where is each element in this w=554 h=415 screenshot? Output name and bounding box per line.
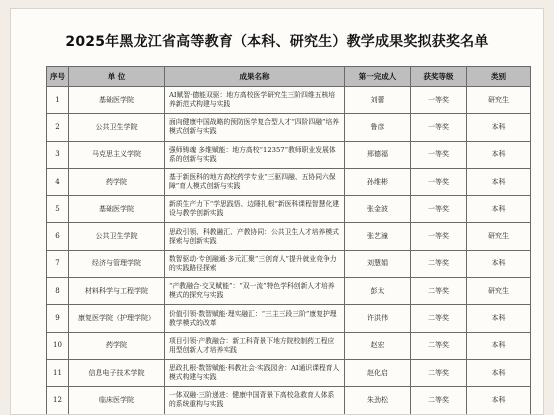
cell-category: 本科	[467, 387, 531, 414]
cell-first-author: 刘慧娟	[345, 250, 411, 277]
cell-category: 研究生	[467, 87, 531, 114]
cell-number: 11	[47, 359, 69, 386]
cell-category: 本科	[467, 250, 531, 277]
table-row	[47, 168, 531, 195]
table-row	[47, 359, 531, 386]
column-header-achievement: 成果名称	[165, 67, 345, 87]
cell-category: 本科	[467, 196, 531, 223]
cell-category: 研究生	[467, 278, 531, 305]
cell-achievement-name: 项目引领·产教融合：新工科背景下地方院校制药工程应用型创新人才培养实践	[165, 332, 345, 359]
table-row	[47, 114, 531, 141]
document-page	[10, 8, 544, 415]
table-row	[47, 278, 531, 305]
cell-first-author: 鲁彦	[345, 114, 411, 141]
cell-achievement-name: 基于新医科的地方高校药学专业“三驱四融、五协同六保障”育人模式创新与实践	[165, 168, 345, 195]
cell-first-author: 张艺潼	[345, 223, 411, 250]
cell-achievement-name: AI赋智·德能双驱：地方高校医学研究生三阶四维五核培养新范式构建与实践	[165, 87, 345, 114]
cell-first-author: 赵宏	[345, 332, 411, 359]
cell-achievement-name: 价值引领·数智赋能·理实融汇：“三主三段三阶”康复护理教学模式的改革	[165, 305, 345, 332]
table-header-row	[47, 67, 531, 87]
table-row	[47, 87, 531, 114]
column-header-number: 序号	[47, 67, 69, 87]
cell-unit: 经济与管理学院	[69, 250, 165, 277]
cell-award-level: 二等奖	[411, 359, 467, 386]
cell-unit: 材料科学与工程学院	[69, 278, 165, 305]
cell-achievement-name: “产教融合·交叉赋能”：“双一流”特色学科创新人才培养模式的探究与实践	[165, 278, 345, 305]
cell-achievement-name: 一体双融·三阶递进：健康中国背景下高校急救育人体系的系统重构与实践	[165, 387, 345, 414]
cell-award-level: 一等奖	[411, 87, 467, 114]
cell-award-level: 一等奖	[411, 168, 467, 195]
cell-award-level: 一等奖	[411, 114, 467, 141]
cell-first-author: 彭太	[345, 278, 411, 305]
cell-number: 3	[47, 141, 69, 168]
cell-category: 本科	[467, 114, 531, 141]
cell-award-level: 一等奖	[411, 196, 467, 223]
cell-first-author: 朱劲松	[345, 387, 411, 414]
cell-first-author: 张金波	[345, 196, 411, 223]
page-title: 2025年黑龙江省高等教育（本科、研究生）教学成果奖拟获奖名单	[65, 34, 489, 50]
cell-first-author: 孙维彬	[345, 168, 411, 195]
cell-award-level: 一等奖	[411, 223, 467, 250]
cell-number: 1	[47, 87, 69, 114]
cell-number: 9	[47, 305, 69, 332]
cell-unit: 信息电子技术学院	[69, 359, 165, 386]
cell-award-level: 二等奖	[411, 305, 467, 332]
cell-first-author: 邢德福	[345, 141, 411, 168]
table-row	[47, 305, 531, 332]
table-body	[47, 87, 531, 415]
column-header-award-level: 获奖等级	[411, 67, 467, 87]
cell-number: 6	[47, 223, 69, 250]
table-row	[47, 332, 531, 359]
cell-award-level: 一等奖	[411, 141, 467, 168]
cell-number: 8	[47, 278, 69, 305]
cell-achievement-name: 新质生产力下“学思践悟、边陲扎根”新医科课程智慧化建设与教学创新实践	[165, 196, 345, 223]
table-row	[47, 223, 531, 250]
cell-first-author: 许洪伟	[345, 305, 411, 332]
cell-unit: 基础医学院	[69, 196, 165, 223]
column-header-first-author: 第一完成人	[345, 67, 411, 87]
cell-unit: 公共卫生学院	[69, 114, 165, 141]
cell-number: 10	[47, 332, 69, 359]
cell-achievement-name: 数智驱动·专创融通·多元汇聚“三创育人”提升就业竞争力的实践路径探索	[165, 250, 345, 277]
cell-achievement-name: 思政扎根·数智赋能·科教社会·实践园舍：AI通识课程育人模式构建与实践	[165, 359, 345, 386]
cell-unit: 康复医学院（护理学院）	[69, 305, 165, 332]
cell-category: 本科	[467, 168, 531, 195]
cell-award-level: 二等奖	[411, 387, 467, 414]
cell-unit: 马克思主义学院	[69, 141, 165, 168]
cell-category: 研究生	[467, 223, 531, 250]
award-table	[46, 66, 531, 415]
cell-number: 12	[47, 387, 69, 414]
cell-number: 4	[47, 168, 69, 195]
cell-category: 本科	[467, 305, 531, 332]
cell-unit: 药学院	[69, 332, 165, 359]
column-header-category: 类别	[467, 67, 531, 87]
cell-unit: 公共卫生学院	[69, 223, 165, 250]
cell-achievement-name: 面向健康中国战略的预防医学复合型人才“四阶四融”培养模式创新与实践	[165, 114, 345, 141]
cell-achievement-name: 思政引领、科教融汇、产教协同：公共卫生人才培养模式探索与创新实践	[165, 223, 345, 250]
column-header-unit: 单 位	[69, 67, 165, 87]
table-row	[47, 387, 531, 414]
cell-number: 7	[47, 250, 69, 277]
table-row	[47, 141, 531, 168]
cell-award-level: 二等奖	[411, 250, 467, 277]
cell-number: 5	[47, 196, 69, 223]
cell-category: 本科	[467, 332, 531, 359]
cell-unit: 基础医学院	[69, 87, 165, 114]
cell-number: 2	[47, 114, 69, 141]
cell-category: 本科	[467, 359, 531, 386]
cell-unit: 临床医学院	[69, 387, 165, 414]
cell-first-author: 赵化启	[345, 359, 411, 386]
cell-unit: 药学院	[69, 168, 165, 195]
table-row	[47, 250, 531, 277]
cell-award-level: 二等奖	[411, 332, 467, 359]
cell-achievement-name: 强师铸魂 多维赋能：地方高校“12357”教师职业发展体系的创新与实践	[165, 141, 345, 168]
table-row	[47, 196, 531, 223]
cell-first-author: 刘蕾	[345, 87, 411, 114]
cell-award-level: 二等奖	[411, 278, 467, 305]
cell-category: 本科	[467, 141, 531, 168]
